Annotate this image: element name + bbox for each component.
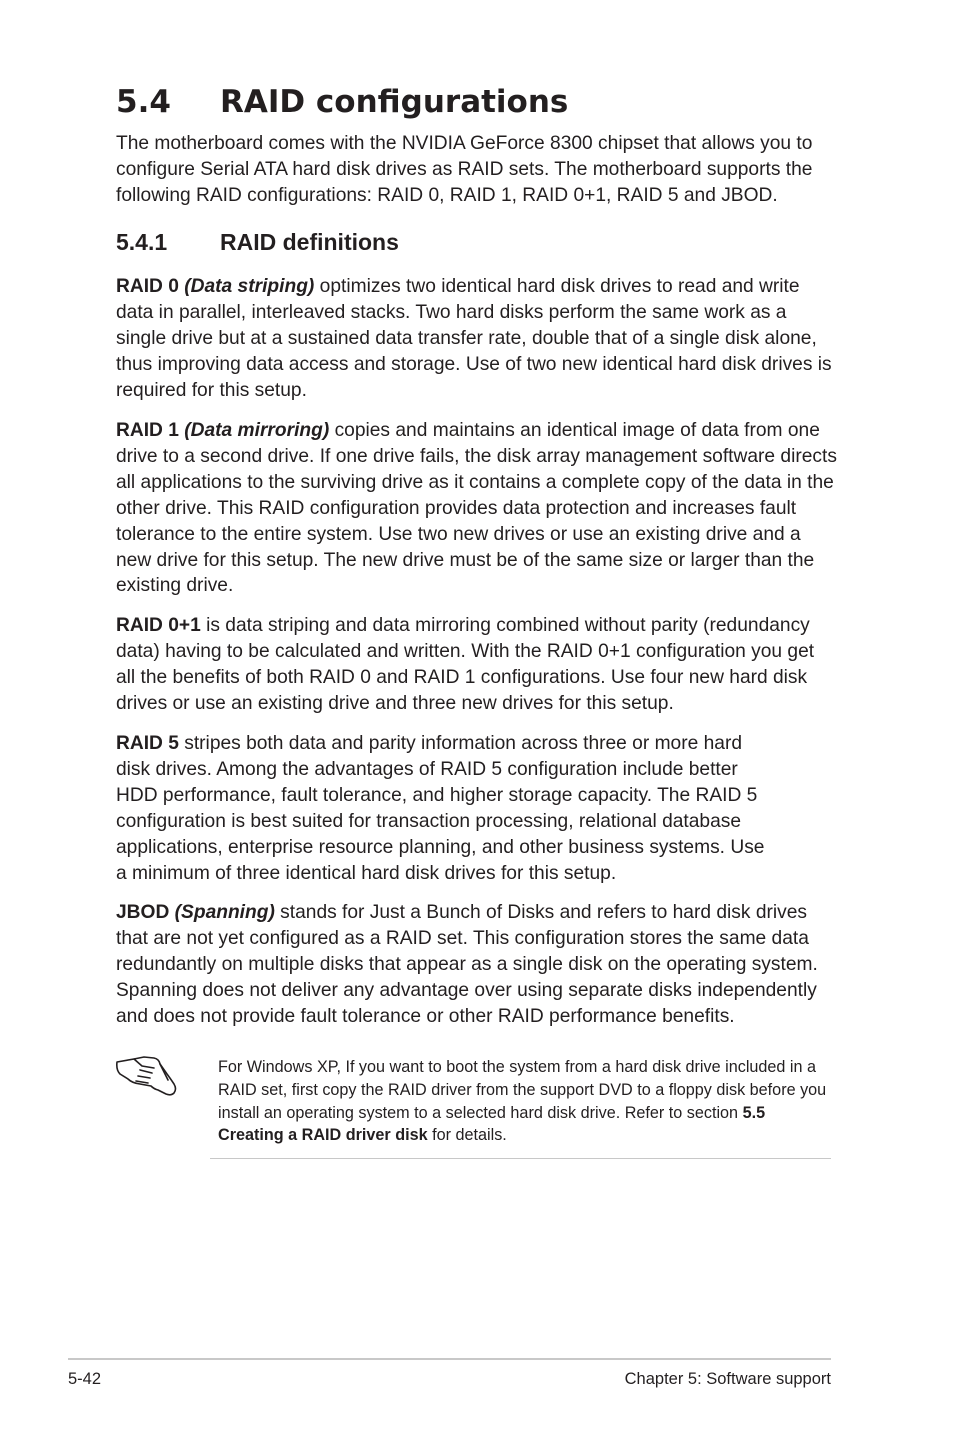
section-title: RAID configurations xyxy=(220,84,569,120)
subsection-title: RAID definitions xyxy=(220,229,399,255)
jbod-definition xyxy=(116,900,838,1030)
raid0-text: optimizes two identical hard disk drives to read and write data in parallel, interleaved stacks. Two hard disks perform the same work as a single drive but at a sustained data transfer rate, double that of a single disk alone, thus improving data access and storage. Use of two new identical hard disk drives is required for this setup. xyxy=(116,276,832,401)
raid1-term: RAID 1 xyxy=(116,420,179,441)
subsection-heading xyxy=(116,229,399,256)
note-section-reference: 5.5 Creating a RAID driver disk xyxy=(218,1103,766,1145)
raid1-text: copies and maintains an identical image of data from one drive to a second drive. If one drive fails, the disk array management software directs all applications to the surviving drive as it contains a complete copy of the data in the other drive. This RAID configuration provides data protection and increases fault tolerance to the entire system. Use two new drives or use an existing drive and a new drive for this setup. The new drive must be of the same size or larger than the existing drive. xyxy=(116,420,837,597)
note-divider xyxy=(210,1158,831,1159)
page-number: 5-42 xyxy=(68,1370,102,1388)
jbod-qualifier: (Spanning) xyxy=(174,902,275,923)
jbod-text: stands for Just a Bunch of Disks and refers to hard disk drives that are not yet configured as a RAID set. This configuration stores the same data redundantly on multiple disks that appear as a single disk on the operating system. Spanning does not deliver any advantage over using separate disks independently and does not provide fault tolerance or other RAID performance benefits. xyxy=(116,902,818,1027)
jbod-term: JBOD xyxy=(116,902,170,923)
raid0-term: RAID 0 xyxy=(116,276,179,297)
note-text-before: For Windows XP, If you want to boot the system from a hard disk drive included in a RAID set, first copy the RAID driver from the support DVD to a floppy disk before you install an operating system to a selected hard disk drive. Refer to section xyxy=(218,1058,827,1122)
raid01-term: RAID 0+1 xyxy=(116,615,201,636)
note-text-after: for details. xyxy=(427,1126,507,1145)
raid0-definition xyxy=(116,274,838,404)
raid5-definition xyxy=(116,731,766,886)
raid01-definition xyxy=(116,613,838,717)
raid0-qualifier: (Data striping) xyxy=(184,276,315,297)
raid01-text: is data striping and data mirroring combined without parity (redundancy data) having to be calculated and written. With the RAID 0+1 configuration you get all the benefits of both RAID 0 and RAID 1 configurations. Use four new hard disk drives or use an existing drive and three new drives for this setup. xyxy=(116,615,815,714)
chapter-title: Chapter 5: Software support xyxy=(624,1370,831,1388)
pointing-hand-icon xyxy=(114,1050,180,1098)
subsection-number: 5.4.1 xyxy=(116,229,168,255)
footer-divider xyxy=(68,1358,831,1360)
raid1-definition xyxy=(116,418,838,599)
raid5-text: stripes both data and parity information across three or more hard disk drives. Among the advantages of RAID 5 configuration include better HDD performance, fault tolerance, and higher storage capacity. The RAID 5 configuration is best suited for transaction processing, relational database applications, enterprise resource planning, and other business systems. Use a minimum of three identical hard disk drives for this setup. xyxy=(116,733,765,884)
section-heading xyxy=(116,84,568,120)
raid1-qualifier: (Data mirroring) xyxy=(184,420,330,441)
intro-paragraph: The motherboard comes with the NVIDIA GeForce 8300 chipset that allows you to configure Serial ATA hard disk drives as RAID sets. The motherboard supports the following RAID configurations: RAID 0, RAID 1, RAID 0+1, RAID 5 and JBOD. xyxy=(116,133,813,206)
raid5-term: RAID 5 xyxy=(116,733,179,754)
note-text xyxy=(218,1056,830,1147)
section-number: 5.4 xyxy=(116,84,171,120)
